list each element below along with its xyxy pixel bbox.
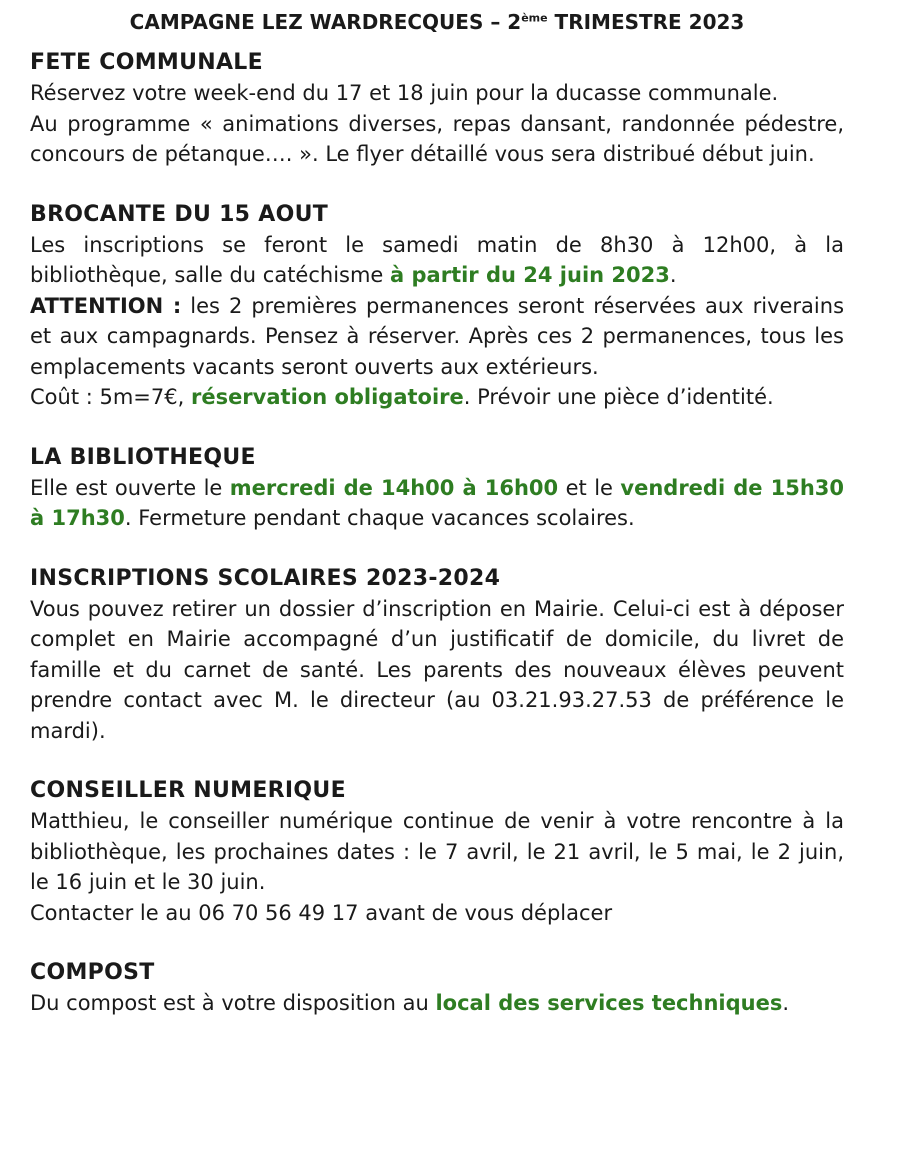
- paragraph: Matthieu, le conseiller numérique continue de venir à votre rencontre à la bibliothèque, les prochaines dates : le 7 avril, le 21 avril, le 5 mai, le 2 juin, le 16 juin et le 30 juin.: [30, 809, 844, 894]
- section-compost: [30, 958, 844, 1019]
- text: les 2 premières permanences seront réservées aux riverains et aux campagnards. Pensez à réserver. Après ces 2 permanences, tous les emplacements vacants seront ouverts aux extérieurs.: [30, 293, 845, 379]
- text: .: [669, 263, 677, 287]
- text: Coût : 5m=7€,: [30, 385, 191, 409]
- section-bibliotheque: [30, 443, 844, 534]
- section-fete-communale: [30, 48, 844, 170]
- paragraph: [30, 473, 844, 534]
- section-conseiller-numerique: [30, 776, 844, 928]
- highlight-text: réservation obligatoire: [190, 385, 464, 409]
- paragraph: Vous pouvez retirer un dossier d’inscription en Mairie. Celui-ci est à déposer complet en Mairie accompagné d’un justificatif de domicile, du livret de famille et du carnet de santé. Les parents des nouveaux élèves peuvent prendre contact avec M. le directeur (au 03.21.93.27.53 de préférence le mardi).: [30, 596, 844, 743]
- paragraph: Réservez votre week-end du 17 et 18 juin pour la ducasse communale.: [30, 81, 779, 105]
- warning-label: ATTENTION :: [30, 293, 182, 318]
- section-heading: LA BIBLIOTHEQUE: [30, 444, 256, 470]
- title-text: CAMPAGNE LEZ WARDRECQUES – 2: [129, 10, 522, 34]
- text: et le: [558, 475, 621, 500]
- text: Elle est ouverte le: [30, 475, 230, 500]
- section-heading: FETE COMMUNALE: [30, 50, 263, 75]
- title-superscript: ème: [521, 11, 548, 25]
- highlight-text: à partir du 24 juin 2023: [390, 263, 670, 287]
- text: Du compost est à votre disposition au: [30, 991, 436, 1015]
- text: . Prévoir une pièce d’identité.: [463, 385, 774, 409]
- text: .: [782, 991, 790, 1015]
- paragraph: [30, 988, 844, 1019]
- section-inscriptions-scolaires: [30, 564, 844, 747]
- text: . Fermeture pendant chaque vacances scolaires.: [124, 506, 635, 530]
- section-heading: COMPOST: [30, 960, 155, 985]
- section-heading: INSCRIPTIONS SCOLAIRES 2023-2024: [30, 565, 501, 591]
- title-text-end: TRIMESTRE 2023: [547, 10, 745, 34]
- page-title: [30, 8, 844, 36]
- paragraph: [30, 230, 844, 291]
- paragraph: [30, 291, 844, 383]
- section-heading: BROCANTE DU 15 AOUT: [30, 201, 329, 227]
- highlight-text: vendredi de 15h30 à 17h30: [30, 475, 844, 530]
- text: Les inscriptions se feront le samedi matin de 8h30 à 12h00, à la bibliothèque, salle du catéchisme: [30, 232, 844, 287]
- highlight-text: mercredi de 14h00 à 16h00: [229, 475, 559, 500]
- section-brocante: [30, 200, 844, 413]
- paragraph: Contacter le au 06 70 56 49 17 avant de vous déplacer: [30, 900, 613, 925]
- paragraph: [30, 382, 844, 413]
- section-heading: CONSEILLER NUMERIQUE: [30, 778, 346, 803]
- highlight-text: local des services techniques: [435, 991, 783, 1015]
- paragraph: Au programme « animations diverses, repas dansant, randonnée pédestre, concours de pétanque…. ». Le flyer détaillé vous sera distribué début juin.: [30, 111, 844, 166]
